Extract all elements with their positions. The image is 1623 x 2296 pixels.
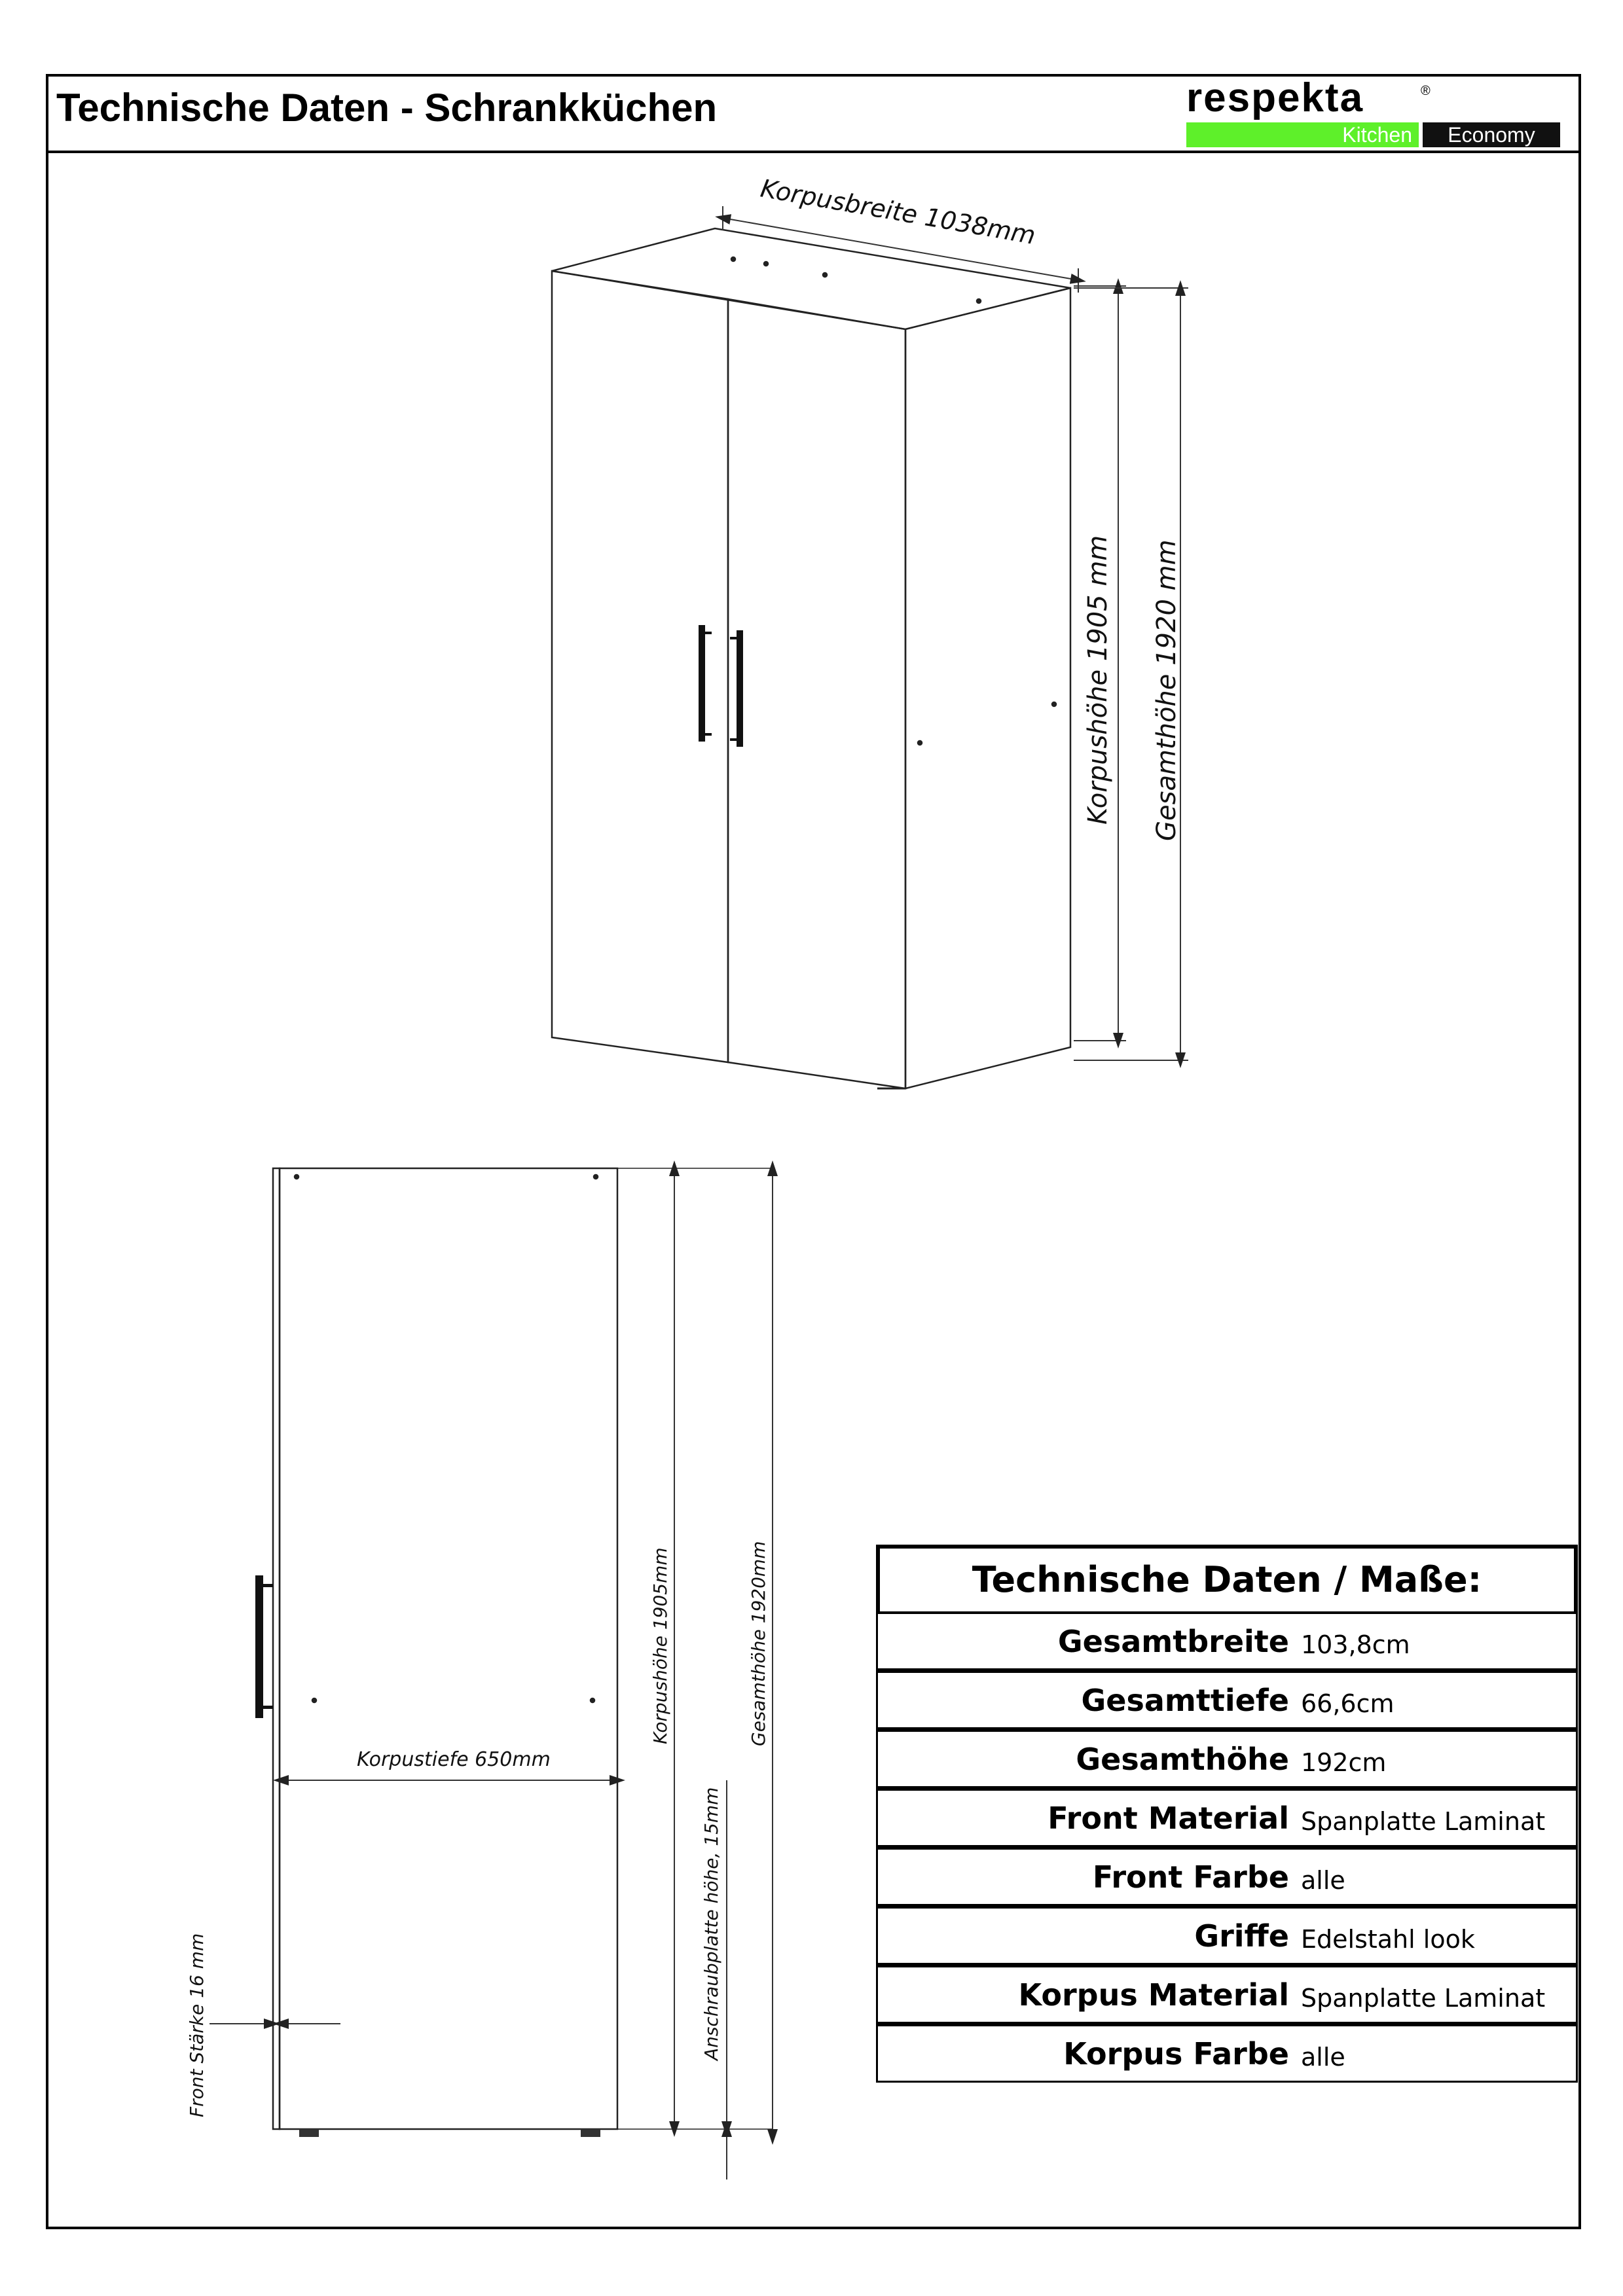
- spec-value: 103,8cm: [1301, 1630, 1410, 1659]
- spec-row: [876, 1965, 1578, 2024]
- spec-key: Front Farbe: [1092, 1859, 1289, 1895]
- spec-key: Korpus Farbe: [1063, 2036, 1289, 2072]
- side-handle-icon: [255, 1575, 273, 1718]
- iso-cabinet-top: [552, 228, 1070, 329]
- spec-key: Gesamthöhe: [1076, 1742, 1289, 1777]
- spec-value: Spanplatte Laminat: [1301, 1807, 1546, 1836]
- spec-value: 66,6cm: [1301, 1689, 1395, 1718]
- iso-width-label: Korpusbreite 1038mm: [758, 173, 1038, 250]
- iso-cabinet-front-right-door: [728, 299, 905, 1088]
- spec-key: Gesamttiefe: [1081, 1683, 1289, 1718]
- spec-key: Front Material: [1048, 1801, 1289, 1836]
- side-plate-label: Anschraubplatte höhe, 15mm: [701, 1787, 722, 2060]
- spec-row: [876, 1611, 1578, 1670]
- spec-value: 192cm: [1301, 1748, 1387, 1777]
- spec-table-title: Technische Daten / Maße:: [876, 1545, 1578, 1611]
- side-depth-label: Korpustiefe 650mm: [357, 1748, 551, 1771]
- iso-handle-left-icon: [699, 625, 712, 742]
- spec-key: Gesamtbreite: [1057, 1624, 1289, 1659]
- side-corpus-height-label: Korpushöhe 1905mm: [649, 1547, 671, 1744]
- spec-key: Griffe: [1194, 1918, 1289, 1954]
- iso-cabinet: [552, 228, 1070, 1088]
- brand-logo-kitchen: Kitchen: [1186, 122, 1419, 147]
- spec-value: Edelstahl look: [1301, 1925, 1475, 1954]
- iso-total-height-label: Gesamthöhe 1920 mm: [1152, 539, 1182, 841]
- brand-logo-registered-mark: ®: [1421, 84, 1431, 98]
- spec-key: Korpus Material: [1018, 1977, 1289, 2013]
- side-cabinet: [273, 1168, 773, 2129]
- side-feet-icon: [299, 2129, 600, 2137]
- side-total-height-label: Gesamthöhe 1920mm: [748, 1541, 769, 1746]
- spec-row: [876, 2024, 1578, 2083]
- side-cabinet-body: [280, 1168, 617, 2129]
- spec-row: [876, 1788, 1578, 1847]
- page-title: Technische Daten - Schrankküchen: [56, 86, 718, 130]
- brand-logo-text: respekta: [1186, 75, 1364, 120]
- iso-cabinet-side: [905, 288, 1070, 1088]
- spec-row: [876, 1906, 1578, 1965]
- brand-logo-economy: Economy: [1423, 122, 1560, 147]
- spec-table: [876, 1545, 1578, 2083]
- spec-row: [876, 1847, 1578, 1906]
- side-front-thickness-label: Front Stärke 16 mm: [186, 1933, 208, 2117]
- spec-value: Spanplatte Laminat: [1301, 1984, 1546, 2013]
- spec-value: alle: [1301, 2043, 1345, 2072]
- spec-row: [876, 1729, 1578, 1788]
- iso-handle-right-icon: [730, 630, 743, 747]
- spec-row: [876, 1670, 1578, 1729]
- side-cabinet-front-panel: [273, 1168, 280, 2129]
- iso-corpus-height-label: Korpushöhe 1905 mm: [1083, 535, 1113, 825]
- spec-value: alle: [1301, 1866, 1345, 1895]
